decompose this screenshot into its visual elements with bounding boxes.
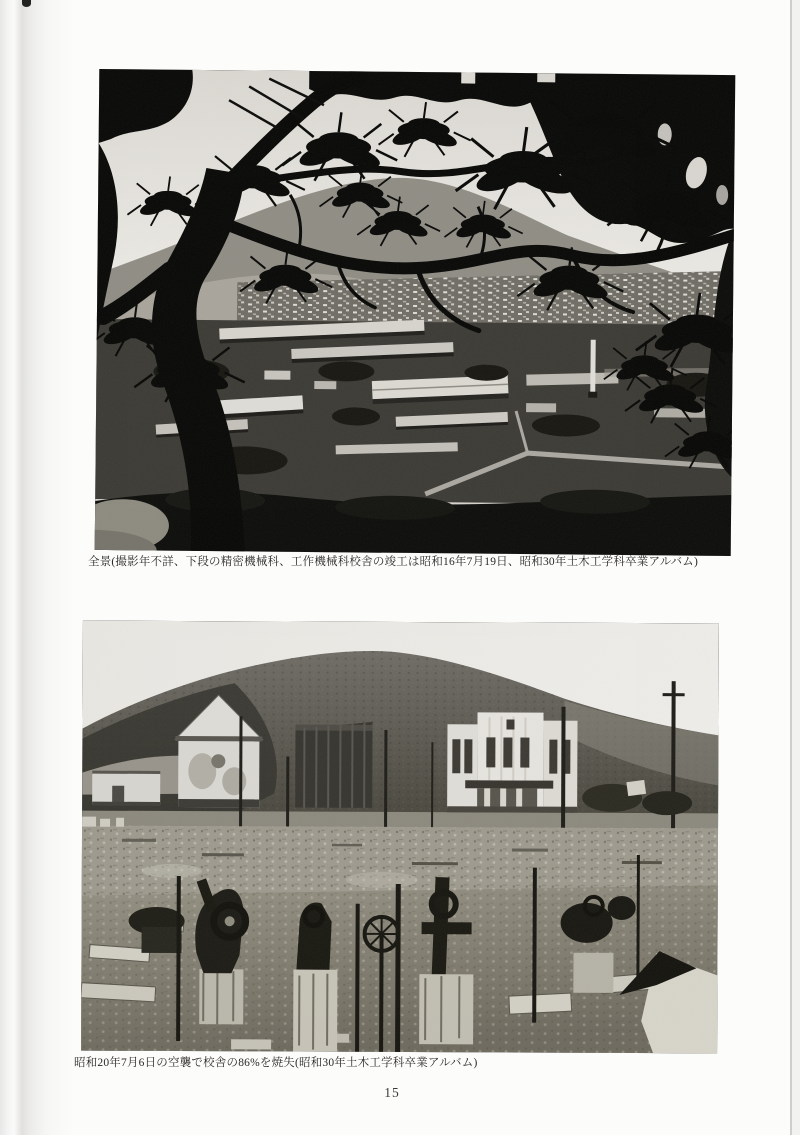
photo-campus-aerial: [95, 69, 736, 556]
page-edge-line: [790, 0, 800, 1135]
book-gutter-shadow: [0, 0, 74, 1135]
scan-artifact-mark: [22, 0, 31, 7]
photo-air-raid-ruins: [81, 621, 719, 1054]
film-grain: [95, 69, 736, 556]
film-grain: [81, 621, 719, 1054]
page-number: 15: [384, 1085, 400, 1100]
photo-caption-top: 全景(撮影年不詳、下段の精密機械科、工作機械科校舎の竣工は昭和16年7月19日、昭和30年土木工学科卒業アルバム): [88, 556, 699, 568]
photo-caption-bottom: 昭和20年7月6日の空襲で校舎の86%を焼失(昭和30年土木工学科卒業アルバム): [74, 1057, 478, 1069]
